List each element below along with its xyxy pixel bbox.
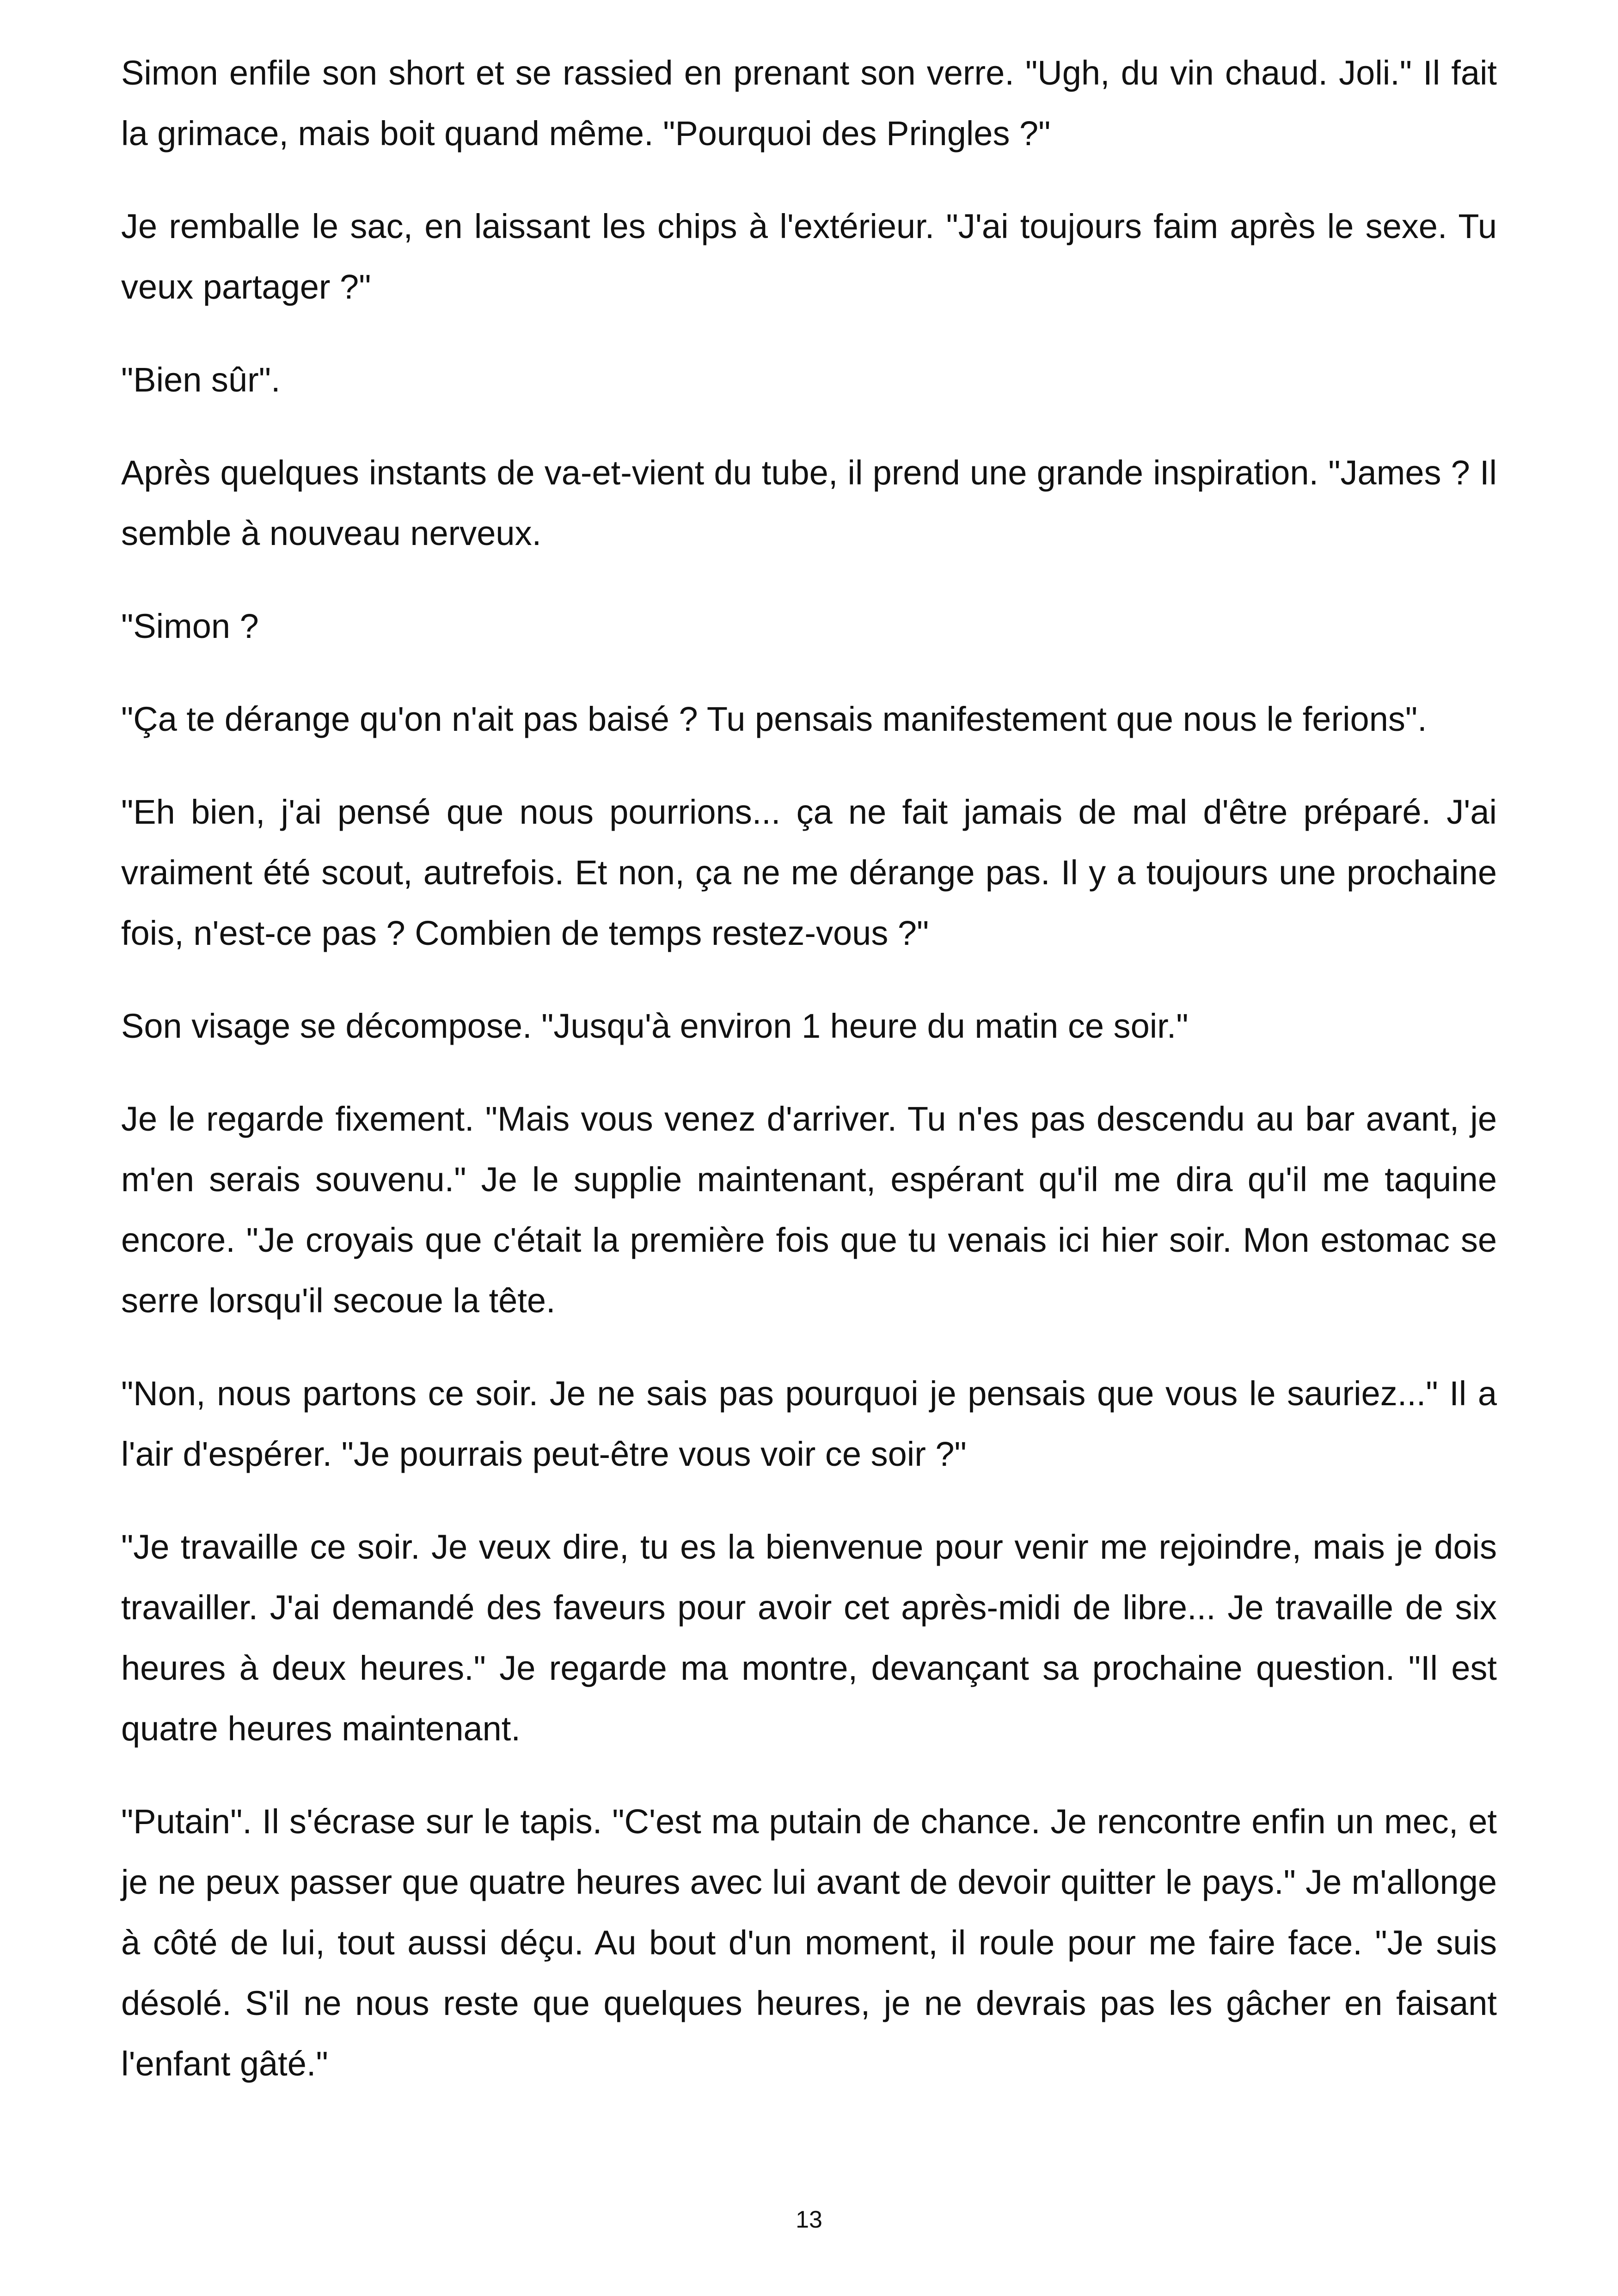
paragraph-5: "Simon ? <box>121 607 259 645</box>
paragraph-2: Je remballe le sac, en laissant les chips à l'extérieur. "J'ai toujours faim après le sexe. Tu veux partager ?" <box>121 207 1497 306</box>
body-text <box>121 43 1497 2126</box>
paragraph-10: "Non, nous partons ce soir. Je ne sais pas pourquoi je pensais que vous le sauriez..." Il a l'air d'espérer. "Je pourrais peut-être vous voir ce soir ?" <box>121 1374 1497 1473</box>
paragraph-1: Simon enfile son short et se rassied en prenant son verre. "Ugh, du vin chaud. Joli." Il fait la grimace, mais boit quand même. "Pourquoi des Pringles ?" <box>121 54 1497 153</box>
paragraph-9: Je le regarde fixement. "Mais vous venez d'arriver. Tu n'es pas descendu au bar avant, je m'en serais souvenu." Je le supplie maintenant, espérant qu'il me dira qu'il me taquine encore. "Je croyais que c'était la première fois que tu venais ici hier soir. Mon estomac se serre lorsqu'il secoue la tête. <box>121 1100 1497 1320</box>
paragraph-8: Son visage se décompose. "Jusqu'à environ 1 heure du matin ce soir." <box>121 1007 1189 1045</box>
paragraph-12: "Putain". Il s'écrase sur le tapis. "C'est ma putain de chance. Je rencontre enfin un mec, et je ne peux passer que quatre heures avec lui avant de devoir quitter le pays." Je m'allonge à côté de lui, tout aussi déçu. Au bout d'un moment, il roule pour me faire face. "Je suis désolé. S'il ne nous reste que quelques heures, je ne devrais pas les gâcher en faisant l'enfant gâté." <box>121 1802 1497 2083</box>
page-number: 13 <box>796 2206 822 2233</box>
paragraph-3: "Bien sûr". <box>121 361 281 399</box>
paragraph-6: "Ça te dérange qu'on n'ait pas baisé ? Tu pensais manifestement que nous le ferions". <box>121 700 1427 738</box>
paragraph-11: "Je travaille ce soir. Je veux dire, tu es la bienvenue pour venir me rejoindre, mais je dois travailler. J'ai demandé des faveurs pour avoir cet après-midi de libre... Je travaille de six heures à deux heures." Je regarde ma montre, devançant sa prochaine question. "Il est quatre heures maintenant. <box>121 1528 1497 1748</box>
paragraph-7: "Eh bien, j'ai pensé que nous pourrions... ça ne fait jamais de mal d'être préparé. J'ai vraiment été scout, autrefois. Et non, ça ne me dérange pas. Il y a toujours une prochaine fois, n'est-ce pas ? Combien de temps restez-vous ?" <box>121 793 1497 952</box>
paragraph-4: Après quelques instants de va-et-vient du tube, il prend une grande inspiration. "James ? Il semble à nouveau nerveux. <box>121 453 1497 552</box>
